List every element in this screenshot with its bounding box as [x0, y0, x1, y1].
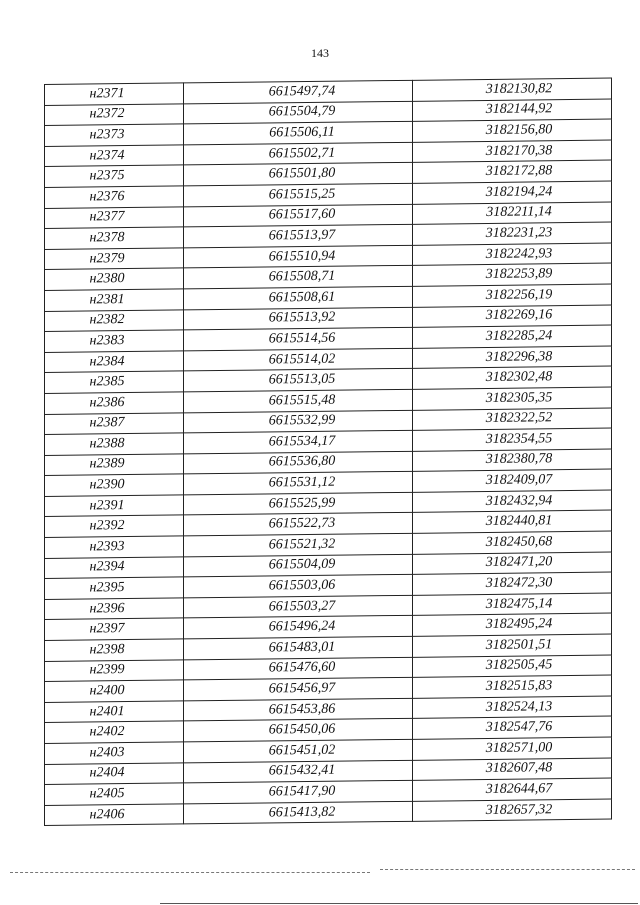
x-coordinate-cell: 6615510,94: [184, 245, 413, 268]
x-coordinate-cell: 6615508,71: [184, 266, 413, 289]
y-coordinate-cell: 3182253,89: [413, 263, 612, 286]
x-coordinate-cell: 6615521,32: [184, 533, 413, 556]
point-id-cell: н2384: [45, 351, 184, 373]
point-id-cell: н2373: [45, 124, 184, 146]
x-coordinate-cell: 6615503,06: [184, 575, 413, 598]
y-coordinate-cell: 3182170,38: [413, 140, 612, 163]
scan-artifact-line: [160, 903, 638, 904]
x-coordinate-cell: 6615417,90: [184, 781, 413, 804]
page-number: 143: [311, 46, 329, 60]
x-coordinate-cell: 6615534,17: [184, 430, 413, 453]
point-id-cell: н2374: [45, 145, 184, 167]
x-coordinate-cell: 6615522,73: [184, 513, 413, 536]
scan-artifact-line: [10, 872, 370, 873]
y-coordinate-cell: 3182130,82: [413, 78, 612, 101]
y-coordinate-cell: 3182194,24: [413, 181, 612, 204]
x-coordinate-cell: 6615476,60: [184, 657, 413, 680]
y-coordinate-cell: 3182657,32: [413, 799, 612, 822]
y-coordinate-cell: 3182409,07: [413, 469, 612, 492]
y-coordinate-cell: 3182231,23: [413, 222, 612, 245]
x-coordinate-cell: 6615483,01: [184, 636, 413, 659]
x-coordinate-cell: 6615514,56: [184, 327, 413, 350]
point-id-cell: н2385: [45, 371, 184, 393]
y-coordinate-cell: 3182501,51: [413, 634, 612, 657]
point-id-cell: н2380: [45, 268, 184, 290]
point-id-cell: н2371: [45, 83, 184, 105]
x-coordinate-cell: 6615451,02: [184, 739, 413, 762]
y-coordinate-cell: 3182471,20: [413, 552, 612, 575]
x-coordinate-cell: 6615450,06: [184, 719, 413, 742]
point-id-cell: н2372: [45, 104, 184, 126]
scan-artifact-line: [380, 869, 635, 870]
y-coordinate-cell: 3182256,19: [413, 284, 612, 307]
point-id-cell: н2379: [45, 248, 184, 270]
y-coordinate-cell: 3182432,94: [413, 490, 612, 513]
point-id-cell: н2376: [45, 186, 184, 208]
point-id-cell: н2392: [45, 515, 184, 537]
point-id-cell: н2402: [45, 721, 184, 743]
y-coordinate-cell: 3182322,52: [413, 408, 612, 431]
y-coordinate-cell: 3182380,78: [413, 449, 612, 472]
y-coordinate-cell: 3182547,76: [413, 716, 612, 739]
x-coordinate-cell: 6615504,79: [184, 101, 413, 124]
x-coordinate-cell: 6615502,71: [184, 142, 413, 165]
x-coordinate-cell: 6615525,99: [184, 492, 413, 515]
point-id-cell: н2405: [45, 783, 184, 805]
x-coordinate-cell: 6615496,24: [184, 616, 413, 639]
x-coordinate-cell: 6615503,27: [184, 595, 413, 618]
y-coordinate-cell: 3182285,24: [413, 325, 612, 348]
x-coordinate-cell: 6615506,11: [184, 122, 413, 145]
point-id-cell: н2400: [45, 680, 184, 702]
x-coordinate-cell: 6615513,97: [184, 224, 413, 247]
y-coordinate-cell: 3182156,80: [413, 119, 612, 142]
point-id-cell: н2397: [45, 618, 184, 640]
point-id-cell: н2378: [45, 227, 184, 249]
x-coordinate-cell: 6615532,99: [184, 410, 413, 433]
y-coordinate-cell: 3182305,35: [413, 387, 612, 410]
y-coordinate-cell: 3182505,45: [413, 655, 612, 678]
point-id-cell: н2403: [45, 742, 184, 764]
point-id-cell: н2391: [45, 495, 184, 517]
y-coordinate-cell: 3182354,55: [413, 428, 612, 451]
x-coordinate-cell: 6615456,97: [184, 678, 413, 701]
x-coordinate-cell: 6615413,82: [184, 801, 413, 824]
coordinates-table-container: [44, 78, 612, 823]
point-id-cell: н2387: [45, 412, 184, 434]
point-id-cell: н2394: [45, 557, 184, 579]
y-coordinate-cell: 3182440,81: [413, 511, 612, 534]
x-coordinate-cell: 6615531,12: [184, 472, 413, 495]
point-id-cell: н2406: [45, 804, 184, 826]
y-coordinate-cell: 3182172,88: [413, 160, 612, 183]
point-id-cell: н2393: [45, 536, 184, 558]
x-coordinate-cell: 6615453,86: [184, 698, 413, 721]
x-coordinate-cell: 6615513,05: [184, 369, 413, 392]
point-id-cell: н2375: [45, 165, 184, 187]
point-id-cell: н2383: [45, 330, 184, 352]
x-coordinate-cell: 6615513,92: [184, 307, 413, 330]
point-id-cell: н2390: [45, 474, 184, 496]
y-coordinate-cell: 3182571,00: [413, 737, 612, 760]
x-coordinate-cell: 6615536,80: [184, 451, 413, 474]
y-coordinate-cell: 3182242,93: [413, 243, 612, 266]
x-coordinate-cell: 6615515,25: [184, 183, 413, 206]
y-coordinate-cell: 3182450,68: [413, 531, 612, 554]
y-coordinate-cell: 3182144,92: [413, 99, 612, 122]
point-id-cell: н2396: [45, 598, 184, 620]
point-id-cell: н2404: [45, 763, 184, 785]
y-coordinate-cell: 3182607,48: [413, 758, 612, 781]
coordinates-table-body: [45, 78, 612, 826]
x-coordinate-cell: 6615497,74: [184, 80, 413, 103]
x-coordinate-cell: 6615517,60: [184, 204, 413, 227]
x-coordinate-cell: 6615501,80: [184, 163, 413, 186]
y-coordinate-cell: 3182524,13: [413, 696, 612, 719]
point-id-cell: н2395: [45, 577, 184, 599]
point-id-cell: н2388: [45, 433, 184, 455]
point-id-cell: н2401: [45, 701, 184, 723]
point-id-cell: н2386: [45, 392, 184, 414]
point-id-cell: н2399: [45, 660, 184, 682]
coordinates-table: [44, 78, 612, 827]
x-coordinate-cell: 6615514,02: [184, 348, 413, 371]
x-coordinate-cell: 6615432,41: [184, 760, 413, 783]
y-coordinate-cell: 3182302,48: [413, 366, 612, 389]
point-id-cell: н2398: [45, 639, 184, 661]
y-coordinate-cell: 3182211,14: [413, 202, 612, 225]
x-coordinate-cell: 6615515,48: [184, 389, 413, 412]
y-coordinate-cell: 3182495,24: [413, 613, 612, 636]
y-coordinate-cell: 3182644,67: [413, 778, 612, 801]
y-coordinate-cell: 3182472,30: [413, 572, 612, 595]
x-coordinate-cell: 6615508,61: [184, 286, 413, 309]
y-coordinate-cell: 3182296,38: [413, 346, 612, 369]
point-id-cell: н2389: [45, 454, 184, 476]
y-coordinate-cell: 3182269,16: [413, 305, 612, 328]
y-coordinate-cell: 3182515,83: [413, 675, 612, 698]
point-id-cell: н2377: [45, 206, 184, 228]
y-coordinate-cell: 3182475,14: [413, 593, 612, 616]
x-coordinate-cell: 6615504,09: [184, 554, 413, 577]
point-id-cell: н2381: [45, 289, 184, 311]
point-id-cell: н2382: [45, 309, 184, 331]
